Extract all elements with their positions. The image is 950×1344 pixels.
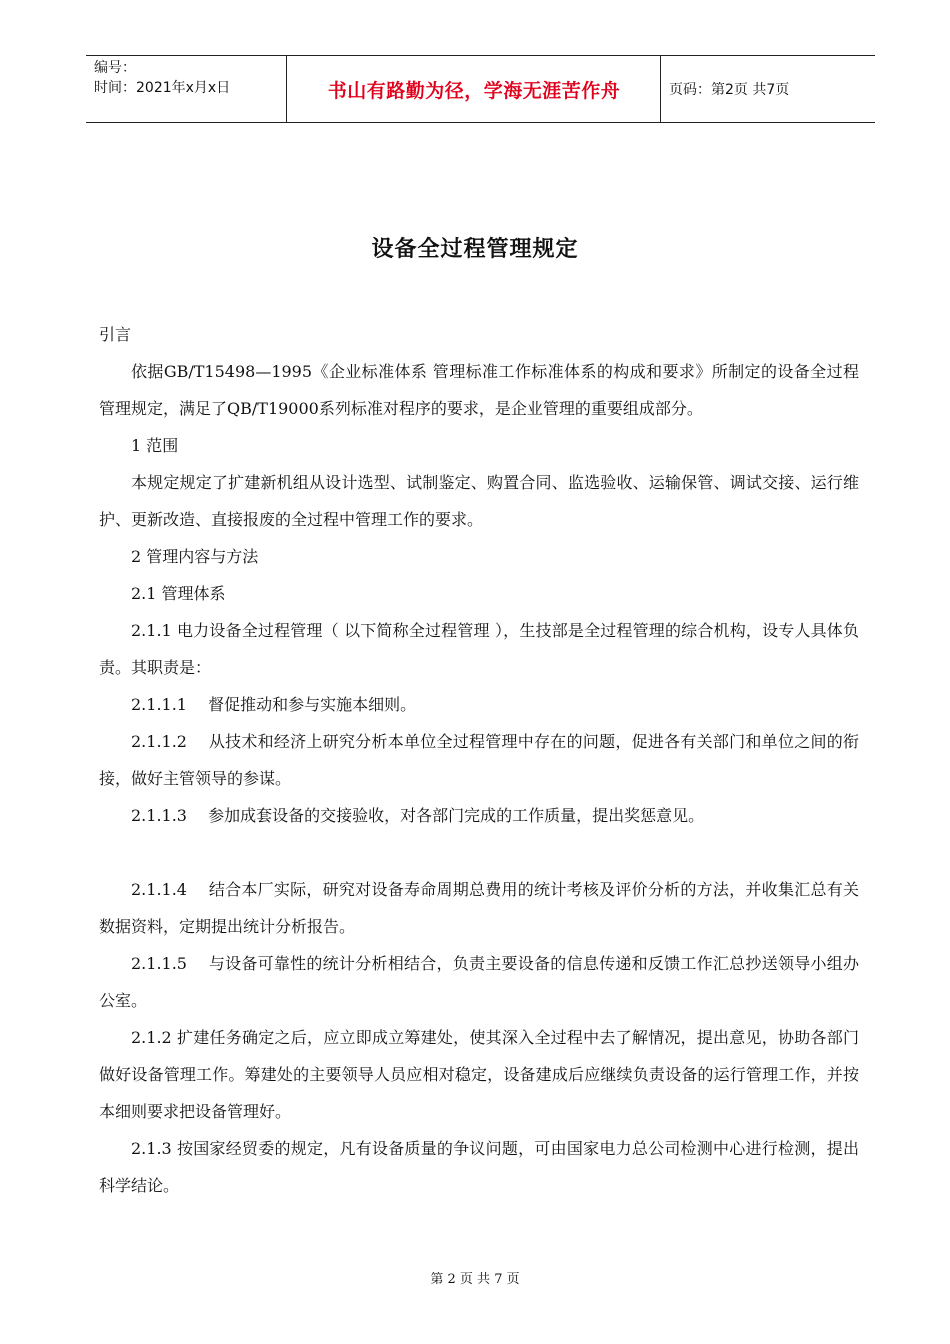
paragraph: 2.1.2 扩建任务确定之后，应立即成立筹建处，使其深入全过程中去了解情况，提出意见，协助各部门做好设备管理工作。筹建处的主要领导人员应相对稳定，设备建成后应继续负责设备的运行管理工作，并按本细则要求把设备管理好。 (99, 1028, 859, 1121)
paragraph: 2.1.1.3 参加成套设备的交接验收，对各部门完成的工作质量，提出奖惩意见。 (131, 806, 705, 825)
document-body (99, 316, 859, 1204)
paragraph-intro-heading: 引言 (99, 325, 132, 344)
paragraph: 2.1.1.5 与设备可靠性的统计分析相结合，负责主要设备的信息传递和反馈工作汇总抄送领导小组办公室。 (99, 954, 859, 1010)
paragraph: 2.1.3 按国家经贸委的规定，凡有设备质量的争议问题，可由国家电力总公司检测中心进行检测，提出科学结论。 (99, 1139, 859, 1195)
paragraph: 依据GB/T15498—1995《企业标准体系 管理标准工作标准体系的构成和要求》所制定的设备全过程管理规定，满足了QB/T19000系列标准对程序的要求，是企业管理的重要组成部分。 (99, 362, 859, 418)
header-divider-right (660, 56, 661, 122)
paragraph: 2.1.1.1 督促推动和参与实施本细则。 (131, 695, 417, 714)
header-divider-left (286, 56, 287, 122)
document-title: 设备全过程管理规定 (371, 237, 579, 262)
paragraph: 本规定规定了扩建新机组从设计选型、试制鉴定、购置合同、监选验收、运输保管、调试交接、运行维护、更新改造、直接报废的全过程中管理工作的要求。 (99, 473, 859, 529)
paragraph: 2.1.1 电力设备全过程管理（ 以下简称全过程管理 ），生技部是全过程管理的综合机构，设专人具体负责。其职责是： (99, 621, 859, 677)
paragraph: 2.1.1.2 从技术和经济上研究分析本单位全过程管理中存在的问题，促进各有关部门和单位之间的衔接，做好主管领导的参谋。 (99, 732, 859, 788)
section-heading: 2 管理内容与方法 (131, 547, 259, 566)
header-meta (94, 58, 230, 98)
header-number-label: 编号： (94, 60, 136, 76)
header-motto: 书山有路勤为径，学海无涯苦作舟 (327, 79, 621, 102)
paragraph: 2.1.1.4 结合本厂实际，研究对设备寿命周期总费用的统计考核及评价分析的方法，并收集汇总有关数据资料，定期提出统计分析报告。 (99, 880, 859, 936)
header-time-label: 时间：2021年x月x日 (94, 80, 231, 96)
page-footer: 第 2 页 共 7 页 (430, 1272, 520, 1287)
section-heading: 1 范围 (131, 436, 179, 455)
page-header (86, 55, 875, 123)
section-heading: 2.1 管理体系 (131, 584, 226, 603)
header-page-info: 页码：第2页 共7页 (669, 82, 790, 98)
